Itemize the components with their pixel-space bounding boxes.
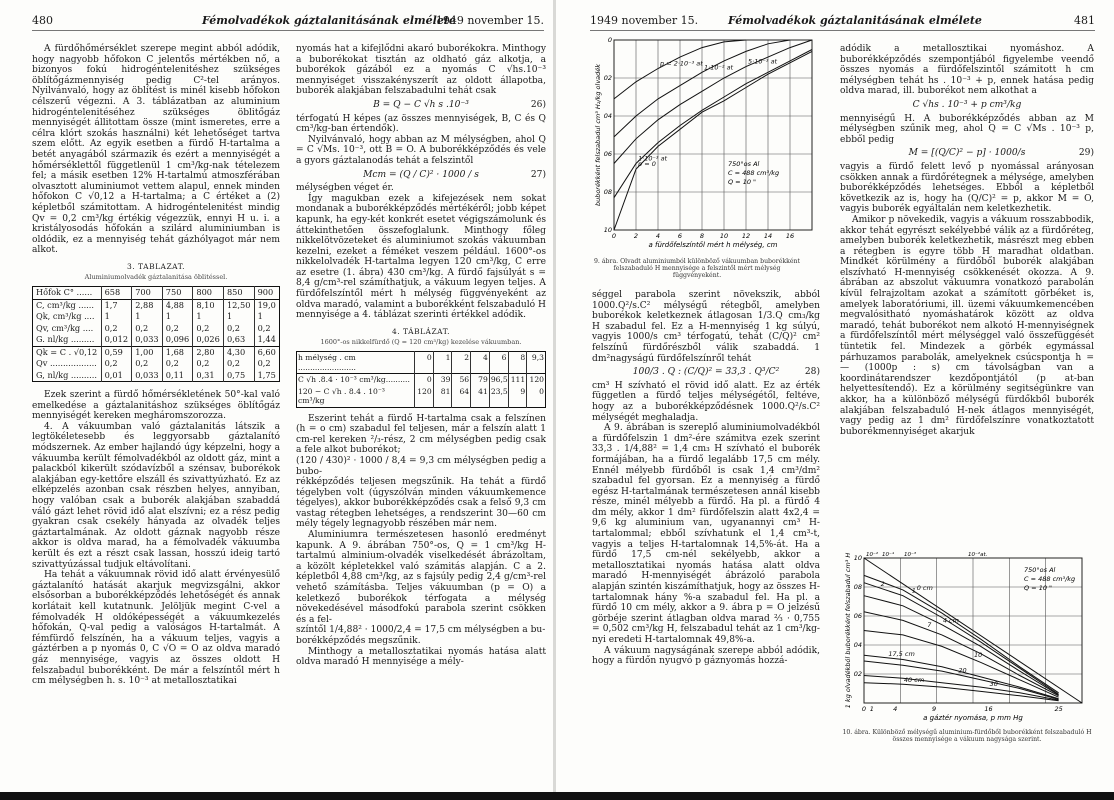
paragraph: cm³ H szívható el rövid idő alatt. Ez az érték független a fürdő teljes mélységétől, feltéve, hogy az a buborékképződésnek 1000.Q²/s.C² mélységét meghaladja. (592, 380, 820, 423)
series-label: 40 cm (903, 676, 925, 685)
row-label: Qv .................. (36, 358, 97, 369)
x-tick-label: 0 (861, 705, 867, 713)
table-cell: 0,2 (162, 323, 193, 335)
table-cell: 1 (433, 352, 452, 374)
table-cell: 12,50 (223, 299, 254, 311)
running-title: Fémolvadékok gáztalanitásának elmélete (202, 14, 456, 27)
figure-9-caption: 9. ábra. Olvadt aluminiumból különböző vákuumban buborékként felszabaduló H mennyisége a felszintől mért mélység függvényeként. (593, 258, 800, 279)
equation-inline: (120 / 430)² · 1000 / 8,4 = 9,3 cm mélységben pedig a bubo- (296, 455, 546, 477)
table-cell: 0,01 (101, 370, 132, 382)
y-tick-label: 06 (603, 150, 612, 158)
table-cell: 0,096 (162, 334, 193, 346)
legend-line: C = 488 cm³/kg (1024, 575, 1076, 583)
right-page-header (590, 14, 1095, 31)
running-title: Fémolvadékok gáztalanitásának elmélete (728, 14, 982, 27)
paragraph: A 9. ábrában is szereplő aluminiumolvadékból a fürdőfelszin 1 dm²-ére számitva ezek szerint 33,3 . 1/4,88² = 1,4 cm₃ H szívható el buborék formájában, ha a fürdő legalább 17,5 cm mély. Ennél mélyebb fürdőből is csak 1,4 cm³/dm² szabadul fel gyorsan. Ez a mennyiség a fürdő egész H-tartalmának természetesen annál kisebb része, minél mélyebb a fürdő. Ha pl. a fürdő 4 dm mély, akkor 1 dm² fürdőfelszin alatt 4x2,4 = 9,6 kg aluminium van, ugyanannyi cm³ H-tartalommal; ebből szívhatunk el 1,4 cm³-t, vagyis a teljes H-tartalomnak 14,5%-át. Ha a fürdő 17,5 cm-nél sekélyebb, akkor a metallosztatikai nyomás hatása alatt oldva maradó H-mennyiségét ábrázoló parabola alapján szintén kiszámíthatjuk, hogy az összes H-tartalomnak hány %-a szabadul fel. Ha pl. a fürdő 10 cm mély, akkor a 9. ábra p = O jelzésű görbéje szerint átlagban oldva marad ⅔ · 0,755 = 0,502 cm³/kg H, felszabadul tehát az 1 cm³/kg-nyi eredeti H-tartalomnak 49,8%-a. (592, 423, 820, 645)
table-cell: 1,7 (101, 299, 132, 311)
table-cell: 0,2 (101, 358, 132, 370)
table-cell: 2,80 (193, 346, 224, 358)
x-tick-label: 8 (699, 232, 705, 240)
legend-line: Q = 10 " (728, 178, 757, 186)
row-label: 120 − C √h . 8.4 . 10⁻³ cm³/kg (298, 386, 385, 406)
paragraph: nyomás hat a kifejlődni akaró buborékokra. Minthogy a buborékokat tisztán az oldható gáz alkotja, a buborékok gázából ez a nyomás C √hs.10⁻³ mennyiséget visszakényszerít az oldott állapotba, buborék alakjában felszabadulni tehát csak (296, 44, 546, 97)
table-cell: 1,00 (132, 346, 163, 358)
table-cell: 800 (193, 287, 224, 300)
table-cell: 0,033 (132, 370, 163, 382)
table-row (33, 311, 280, 323)
series-line (614, 50, 812, 198)
table-cell: 6 (489, 352, 508, 374)
table-cell: 0 (527, 386, 546, 408)
paragraph: borékképződés megszűnik. (296, 636, 421, 646)
left-column-1 (32, 44, 280, 687)
series-label: 10 (974, 651, 983, 660)
figure-9-chart (578, 36, 818, 261)
table-cell: 23,5 (489, 386, 508, 408)
x-tick-label: 12 (741, 232, 751, 240)
row-label: C √h .8.4 · 10⁻³ cm³/kg.......... (297, 374, 415, 386)
series-label: 2 (880, 579, 885, 588)
table-cell: 0,033 (132, 334, 163, 346)
table-cell: 1 (254, 311, 279, 323)
y-tick-label: 04 (603, 112, 612, 120)
x-tick-label: 4 (655, 232, 661, 240)
x-tick-label: 10 (719, 232, 729, 240)
table-cell: 6,60 (254, 346, 279, 358)
table3-subcaption: Aluminiumolvadék gáztalanitása öblitéssel. (84, 273, 228, 282)
series-label: 5·10⁻³ at (748, 57, 778, 66)
table-4 (296, 351, 546, 408)
equation-27: Mcm = (Q / C)² · 1000 / s 27) (363, 169, 546, 180)
table-cell: 81 (433, 386, 452, 408)
table-cell: 0,012 (101, 334, 132, 346)
table-cell: 41 (471, 386, 490, 408)
y-tick-label: 08 (853, 583, 862, 591)
table-cell: 111 (508, 374, 527, 386)
table-cell: 0,2 (254, 323, 279, 335)
series-label: p = 2·10⁻³ at (660, 59, 703, 68)
x-tick-label: 0 (611, 232, 617, 240)
table-row (33, 358, 280, 370)
table-cell: 2 (452, 352, 471, 374)
series-label: p = 0 (638, 160, 656, 169)
table-cell: 0 (415, 352, 434, 374)
x-tick-label: 16 (984, 705, 993, 713)
table-cell: 0,026 (193, 334, 224, 346)
figure-10-chart (834, 548, 1096, 726)
series-line (864, 683, 1059, 701)
x-tick-label: 2 (633, 232, 639, 240)
table-row (33, 346, 280, 358)
table-cell: 1,68 (162, 346, 193, 358)
table-cell: 2,88 (132, 299, 163, 311)
legend-line: 750°os Al (728, 160, 760, 168)
row-label: Qv, cm³/kg .... (36, 322, 94, 333)
table-row (297, 352, 546, 374)
table-cell: 19,0 (254, 299, 279, 311)
table-cell: 120 (415, 386, 434, 408)
top-scale-label: 10⁻⁴ (882, 552, 895, 558)
x-tick-label: 25 (1054, 705, 1063, 713)
issue-date: 1949 november 15. (435, 14, 544, 27)
y-axis-label: 1 kg olvadékból buborékként felszabadul cm³ H (844, 552, 852, 709)
paragraph: Nyilvánvaló, hogy abban az M mélységben, ahol Q = C √Ms. 10⁻³, ott B = O. A buborékképződés és vele a gyors gáztalanodás tehát a felszintől (296, 134, 546, 166)
paragraph: Aluminiumra természetesen hasonló eredményt kapunk. A 9. ábrában 750°-os, Q = 1 cm³/kg H-tartalmú alminium-olvadék viselkedését ábrázoltam, a közölt képletekkel való számitás alapján. C a 2. képletből 4,88 cm³/kg, az s fajsúly pedig 2,4 g/cm³-rel vehető számításba. Teljes vákuumban (p = O) a keletkező buborékok térfogata a mélység növekedésével másodfokú parabola szerint csökken és a fel- (296, 530, 546, 625)
row-label: C, cm³/kg ...... (33, 299, 102, 311)
left-page (0, 0, 553, 800)
x-axis-label: a fürdőfelszíntől mért h mélység, cm (648, 241, 778, 249)
table-cell: 1 (101, 311, 132, 323)
paragraph: 4. A vákuumban való gáztalanitás látszik a legtökéletesebb és leggyorsabb gáztalanító módszernek. Az ember hajlandó úgy képzelni, hogy a vákuumba került fémolvadékból az oldott gáz, mint a palackból kikerült szódavízből a szénsav, buborékok alakjában egy-kettőre elszáll és szivattyúzható. Ez az elképzelés azonban csak részben helyes, annyiban, hogy valóban csak a buborék alakjában szabaddá váló gázt lehet rövid idő alat elszívni; ez a rész pedig gyakran csak csekély hányada az olvadék teljes gáztartalmának. Az oldott gáznak nagyobb része akkor is oldva marad, ha a fémolvadék vákuumba került és ezt a részt csak lassan, hosszú ideig tartó szivattyúzással tudjuk eltávolítani. (32, 421, 280, 570)
table-cell: 0,11 (162, 370, 193, 382)
series-line (864, 676, 1059, 701)
figure-10-caption: 10. ábra. Különböző mélységű aluminium-fürdőből buborékként felszabaduló H összes mennyisége a vákuum nagysága szerint. (842, 729, 1092, 743)
equation-26: B = Q − C √h s .10⁻³ 26) (373, 99, 546, 110)
y-tick-label: 02 (853, 670, 862, 678)
right-page (556, 0, 1114, 800)
table-cell: 0 (415, 374, 434, 386)
top-scale-label: 10⁻² (866, 552, 879, 558)
paragraph: A vákuum nagyságának szerepe abból adódik, hogy a fürdőn nyugvó p gáznyomás hozzá- (592, 645, 820, 667)
paragraph: séggel parabola szerint növekszik, abból 1000.Q²/s.C² mélységű rétegből, amelyben buborékok keletkeznek átlagosan 1/3.Q cm₃/kg H szabadul fel. Ez a H-mennyiség 1 kg súlyú, vagyis 1000/s cm³ térfogatú, tehát (C/Q)² cm² felszínű fürdőrészből válik szabaddá. 1 dm²nagyságú fürdőfelszínről tehát (592, 290, 820, 364)
y-tick-label: 08 (603, 188, 612, 196)
y-axis-label: buborékként felszabadul cm³ H₂/kg olvadék (594, 63, 602, 207)
table-cell: 9 (508, 386, 527, 408)
series-line (614, 40, 812, 164)
table4-caption: 4. TÁBLÁZAT. (392, 326, 450, 336)
paragraph: Ezek szerint a fürdő hőmérsékletének 50°-kal való emelkedése a gáztalanitáshoz szükséges öblítőgáz mennyiségét kereken megháromszorozza. (32, 390, 280, 422)
paragraph: Minthogy a metallosztatikai nyomás hatása alatt oldva maradó H mennyisége a mély- (296, 646, 546, 668)
legend-line: C = 488 cm³/kg (728, 169, 780, 177)
paragraph: Így magukban ezek a kifejezések nem sokat mondanak a buborékképződés mértékéről; jobb képet kapunk, ha egy-két konkrét esetet végigszámolunk és áttekinthetően összefoglalunk. Minthogy főleg nikkelötvözeteket és aluminiumot szokás vákuumban kezelni, ezeket a féméket veszem például. 1600°-os nikkelolvadék H-tartalma legyen 120 cm³/kg, C erre az esetre (1. ábra) 430 cm³/kg. A fürdő fajsúlyát s = 8,4 g/cm³-rel számíthatjuk, a vákuum legyen teljes. A fürdőfelszíntől mért h mélység függvényeként az oldva maradó, valamint a buborékként felszabaduló H mennyisége a 4. táblázat szerinti értékkel adódik. (296, 193, 546, 321)
paragraph: vagyis a fürdő felett levő p nyomással arányosan csökken annak a fürdőrétegnek a mélysége, amelyben buborékképződés lehetséges. Ebből a képletből következik az is, hogy ha (Q/C)² = p, akkor M = O, vagyis buborék egyáltalán nem keletkezhetik. (840, 161, 1094, 215)
table-3 (32, 286, 280, 382)
table-cell: 0,2 (101, 323, 132, 335)
table-row (297, 386, 546, 408)
y-tick-label: 04 (853, 641, 862, 649)
table-row (33, 334, 280, 346)
table-cell: 39 (433, 374, 452, 386)
series-label: 4 cm (942, 616, 959, 625)
table-cell: 0,2 (193, 358, 224, 370)
table-cell: 1 (223, 311, 254, 323)
table-cell: 0,2 (162, 358, 193, 370)
table-cell: 0,59 (101, 346, 132, 358)
table-cell: 1 (162, 311, 193, 323)
table-cell: 4,88 (162, 299, 193, 311)
y-tick-label: 06 (853, 612, 862, 620)
left-page-header (32, 14, 544, 31)
equation-c: C √hs . 10⁻³ + p cm³/kg (912, 99, 1022, 110)
table-cell: 64 (452, 386, 471, 408)
table-cell: 0,2 (223, 358, 254, 370)
series-label: 1·10⁻³ at (638, 154, 668, 163)
top-scale-label: 10⁻³ (904, 552, 917, 558)
table-row (33, 323, 280, 335)
series-label: 1·10⁻² at (704, 63, 734, 72)
row-label: Qk, cm³/kg .... (36, 311, 95, 322)
top-scale-label: 10⁻²at. (968, 552, 988, 558)
y-tick-label: 02 (603, 74, 612, 82)
table-cell: 96,5 (490, 375, 508, 385)
x-axis-label: a gáztér nyomása, p mm Hg (923, 714, 1023, 722)
table-cell: 8 (508, 352, 527, 374)
paragraph: rékképződés teljesen megszűnik. Ha tehát a fürdő tégelyben volt (úgyszólván minden vákuumkemence tégelyes), akkor buborékképződés csak a felső 9,3 cm vastag rétegben lehetséges, a rendszerint 30—60 cm mély tégely legnagyobb részében már nem. (296, 477, 546, 530)
paragraph: mélységben véget ér. (296, 183, 394, 194)
table-cell: 0,75 (223, 370, 254, 382)
table4-subcaption: 1600°-os nikkelfürdő (Q = 120 cm³/kg) kezelése vákuumban. (320, 338, 522, 347)
paragraph: A fürdőhőmérséklet szerepe megint abból adódik, hogy nagyobb hőfokon C jelentős mértékben nő, a bizonyos fokú hidrogéntelenitéshez szükséges öblítőgázmennyiség pedig C²-tel arányos. Nyilvánvaló, hogy az öblítést is minél kisebb hőfokon célszerű végezni. A 3. táblázatban az aluminium hidrogéntelenitéséhez szükséges öblitőgáz mennyiségét állitottam össze (mint ismeretes, erre a célra klórt szokás használni) két lehetőséget tartva szem előtt. Az egyik esetben a fürdő H-tartalma a betét anyagából származik és ezért a mennyiségét a hőmérséklettől függetlenül 1 cm³/kg-nak tételezem fel; a másik esetben 12% H-tartalmú atmoszférában olvasztott aluminiumot vettem alapul, ennek minden hőfokon C √0,12 a H-tartalma; a C értéket a (2) képletből számitottam. A hidrogéntelenitést mindig Qv = 0,2 cm³/kg értékig végezzük, ennyi H u. i. a kristályosodás hőfokán a szilárd aluminiumban is oldódik, ez a mennyiség tehát gázhólyagot már nem alkot. (32, 44, 280, 256)
table-cell: 1,44 (254, 334, 279, 346)
scan-edge (0, 792, 1114, 800)
page-number: 481 (1074, 14, 1095, 27)
row-label: Hőfok C° ...... (36, 287, 93, 298)
paragraph: adódik a metallosztikai nyomáshoz. A buborékképződés szempontjából figyelembe veendő összes nyomás a fürdőfelszintől számitott h cm mélységben tehát hs . 10⁻³ + p, ennek hatása pedig oldva marad, ill. buborékot nem alkothat a (840, 44, 1094, 97)
x-tick-label: 14 (763, 232, 773, 240)
series-label: 7 (927, 621, 932, 630)
table-cell: 850 (223, 287, 254, 300)
table-cell: 4,30 (223, 346, 254, 358)
y-tick-label: 10 (603, 226, 612, 234)
table-cell: 0,2 (193, 323, 224, 335)
series-label: 0 cm (916, 583, 933, 592)
row-label: h mélység . cm ........................ (298, 353, 356, 372)
table-cell: 900 (254, 287, 279, 300)
table3-caption: 3. TABLAZAT. (127, 261, 185, 271)
table-cell: 4 (471, 352, 490, 374)
x-tick-label: 6 (677, 232, 683, 240)
series-label: 30 (989, 680, 998, 689)
row-label: G, nl/kg .......... (36, 369, 97, 380)
equation-28: 100/3 . Q : (C/Q)² = 33,3 . Q³/C² 28) (632, 367, 820, 378)
table-cell: 1 (132, 311, 163, 323)
series-label: 1 (911, 586, 916, 595)
y-tick-label: 0 (607, 36, 612, 44)
x-tick-label: 9 (932, 705, 937, 713)
table-cell: 658 (101, 287, 132, 300)
table-cell: 0,2 (132, 323, 163, 335)
row-label: G. nl/kg ......... (36, 334, 95, 345)
series-label: 20 (958, 666, 967, 675)
paragraph: térfogatú H képes (az összes mennyiségek, B, C és Q cm³/kg-ban értendők). (296, 113, 546, 135)
row-label: Qk = C . √0,12 (33, 346, 102, 358)
table-cell: 0,2 (254, 358, 279, 370)
legend-line: Q = 10 " (1024, 584, 1053, 592)
table-cell: 0,2 (223, 323, 254, 335)
table-cell: 1,75 (254, 370, 279, 382)
table-row (33, 299, 280, 311)
table-row (297, 374, 546, 386)
table-cell: 700 (132, 287, 163, 300)
table-cell: 8,10 (193, 299, 224, 311)
table-cell: 750 (162, 287, 193, 300)
figure-9 (578, 36, 818, 261)
table-cell: 1 (193, 311, 224, 323)
x-tick-label: 16 (785, 232, 795, 240)
legend-line: 750°os Al (1024, 566, 1056, 574)
table-row (33, 370, 280, 382)
y-tick-label: 10 (853, 554, 862, 562)
table-cell: 0,31 (193, 370, 224, 382)
table-cell: 120 (527, 374, 546, 386)
left-column-2 (296, 44, 546, 668)
issue-date: 1949 november 15. (590, 14, 699, 27)
x-tick-label: 1 (869, 705, 874, 713)
figure-10 (834, 548, 1096, 726)
paragraph: Amikor p növekedik, vagyis a vákuum rosszabbodik, akkor tehát egyrészt sekélyebbé válik az a fürdőréteg, amelyben buborék keletkezhetik, másrészt meg ebben a rétegben is egyre több H maradhat oldatban. Mindkét körülmény a fürdőből buborék alakjában elszívható H-mennyiség csökkenését okozza. A 9. ábrában az abszolut vákuumra vonatkozó parabolán kívül felrajzoltam azokat a számított görbéket is, amelyek laboratóriumi, ill. üzemi vákuumkemencében megvalósitható nyomáshatárok között az oldva maradó, tehát buborékot nem alkotó H-mennyiségnek a fürdőfelszíntől mért mélységgel való összefüggését tüntetik fel. Mindezek a görbék egymással párhuzamos parabolák, amelyeknek csúcspontja h = — (1000p : s) cm távolságban van a koordinátarendszer kezdőpontjától (p at-ban helyettesítendő). Ez a körülmény segitségünkre van akkor, ha a különböző mélységű fürdőkből buborék alakjában felszabaduló H-nek átlagos mennyiségét, vagy pedig az 1 dm² fürdőfelszínre vonatkoztatott buborékmennyiséget akarjuk (840, 214, 1094, 437)
right-column-1 (592, 290, 820, 667)
page-number: 480 (32, 14, 53, 27)
table-row (33, 287, 280, 300)
table-cell: 9,3 (527, 352, 546, 374)
equation-inline: színtől 1/4,88² · 1000/2,4 = 17,5 cm mélységben a bu- (296, 625, 546, 636)
series-label: 17,5 cm (888, 649, 915, 658)
paragraph: Eszerint tehát a fürdő H-tartalma csak a felszínen (h = o cm) szabadul fel teljesen, már a felszín alatt 1 cm-rel kereken ²/₃-rész, 2 cm mélységben pedig csak a fele alkot buborékot; (296, 413, 546, 456)
equation-29: M = [(Q/C)² − p] · 1000/s 29) (908, 148, 1094, 159)
right-column-2 (840, 44, 1094, 437)
table-cell: 0,2 (132, 358, 163, 370)
table-cell: 56 (452, 374, 471, 386)
paragraph: mennyiségű H. A buborékképződés abban az M mélységben szűnik meg, ahol Q = C √Ms . 10⁻³ p, ebből pedig (840, 113, 1094, 145)
table-cell: 79 (471, 374, 490, 386)
paragraph: Ha tehát a vákuumnak rövid idő alatt érvényesülő gáztalanító hatását akarjuk megvizsgálni, akkor elsősorban a buborékképződés lehetőségét és annak korlátait kell kutatnunk. Jelöljük megint C-vel a fémolvadék H oldóképességét a vákuumkezelés hőfokán, Q-val pedig a valóságos H-tartalmát. A fémfürdő felszínén, ha a vákuum teljes, vagyis a gáztérben a p nyomás 0, C √O = O az oldva maradó gáz mennyisége, vagyis az összes oldott H felszabadul buborékként. De már a felszíntől mért h cm mélységben h. s. 10⁻³ at metallosztatikai (32, 570, 280, 687)
table-cell: 0,63 (223, 334, 254, 346)
x-tick-label: 4 (893, 705, 898, 713)
